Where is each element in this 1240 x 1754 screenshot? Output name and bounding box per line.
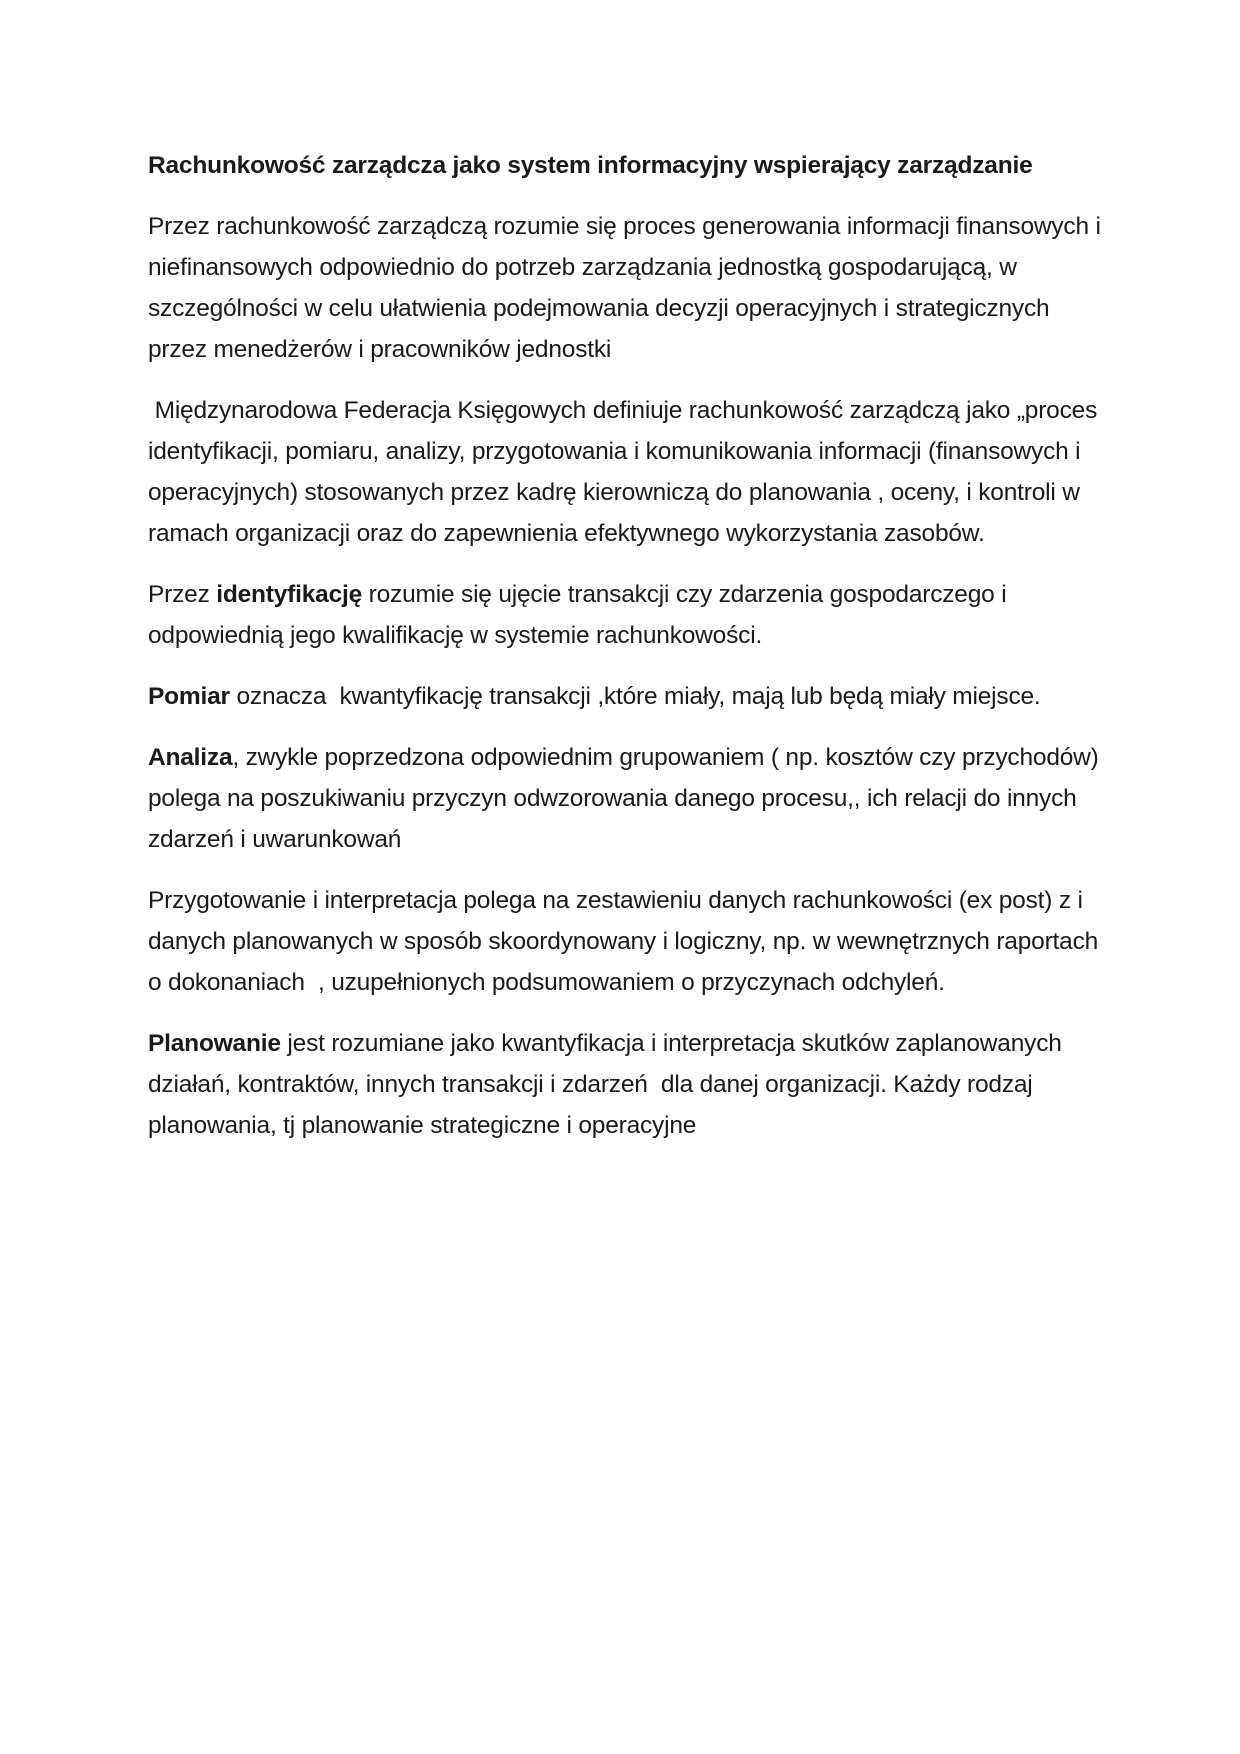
paragraph-planning-rest: jest rozumiane jako kwantyfikacja i interpretacja skutków zaplanowanych działań, kontraktów, innych transakcji i zdarzeń dla danej organizacji. Każdy rodzaj planowania, tj planowanie strategiczne i operacyjne [148, 1030, 1069, 1139]
document-body [148, 146, 1108, 1166]
term-measurement: Pomiar [148, 683, 230, 710]
paragraph-planning [148, 1023, 1108, 1146]
paragraph-ifac-definition [148, 390, 1108, 554]
term-identification: identyfikację [216, 581, 363, 608]
paragraph-measurement-rest: oznacza kwantyfikację transakcji ,które miały, mają lub będą miały miejsce. [229, 683, 1041, 710]
paragraph-ifac-text: Międzynarodowa Federacja Księgowych definiuje rachunkowość zarządczą jako „proces identyfikacji, pomiaru, analizy, przygotowania i komunikowania informacji (finansowych i operacyjnych) stosowanych przez kadrę kierowniczą do planowania , oceny, i kontroli w ramach organizacji oraz do zapewnienia efektywnego wykorzystania zasobów. [148, 397, 1104, 547]
document-title: Rachunkowość zarządcza jako system informacyjny wspierający zarządzanie [148, 152, 1033, 179]
paragraph-preparation: Przygotowanie i interpretacja polega na zestawieniu danych rachunkowości (ex post) z i danych planowanych w sposób skoordynowany i logiczny, np. w wewnętrznych raportach o dokonaniach , uzupełnionych podsumowaniem o przyczynach odchyleń. [148, 887, 1105, 996]
term-planning: Planowanie [148, 1030, 281, 1057]
paragraph-analysis [148, 737, 1108, 860]
paragraph-measurement [148, 676, 1108, 717]
term-analysis: Analiza [148, 744, 233, 771]
paragraph-definition: Przez rachunkowość zarządczą rozumie się proces generowania informacji finansowych i niefinansowych odpowiednio do potrzeb zarządzania jednostką gospodarującą, w szczególności w celu ułatwienia podejmowania decyzji operacyjnych i strategicznych przez menedżerów i pracowników jednostki [148, 213, 1101, 363]
paragraph-identification [148, 574, 1108, 656]
paragraph-analysis-rest: , zwykle poprzedzona odpowiednim grupowaniem ( np. kosztów czy przychodów) polega na poszukiwaniu przyczyn odwzorowania danego procesu,, ich relacji do innych zdarzeń i uwarunkowań [148, 744, 1106, 853]
paragraph-identification-rest: rozumie się ujęcie transakcji czy zdarzenia gospodarczego i odpowiednią jego kwalifikację w systemie rachunkowości. [148, 581, 1014, 649]
paragraph-identification-lead: Przez [148, 581, 217, 608]
